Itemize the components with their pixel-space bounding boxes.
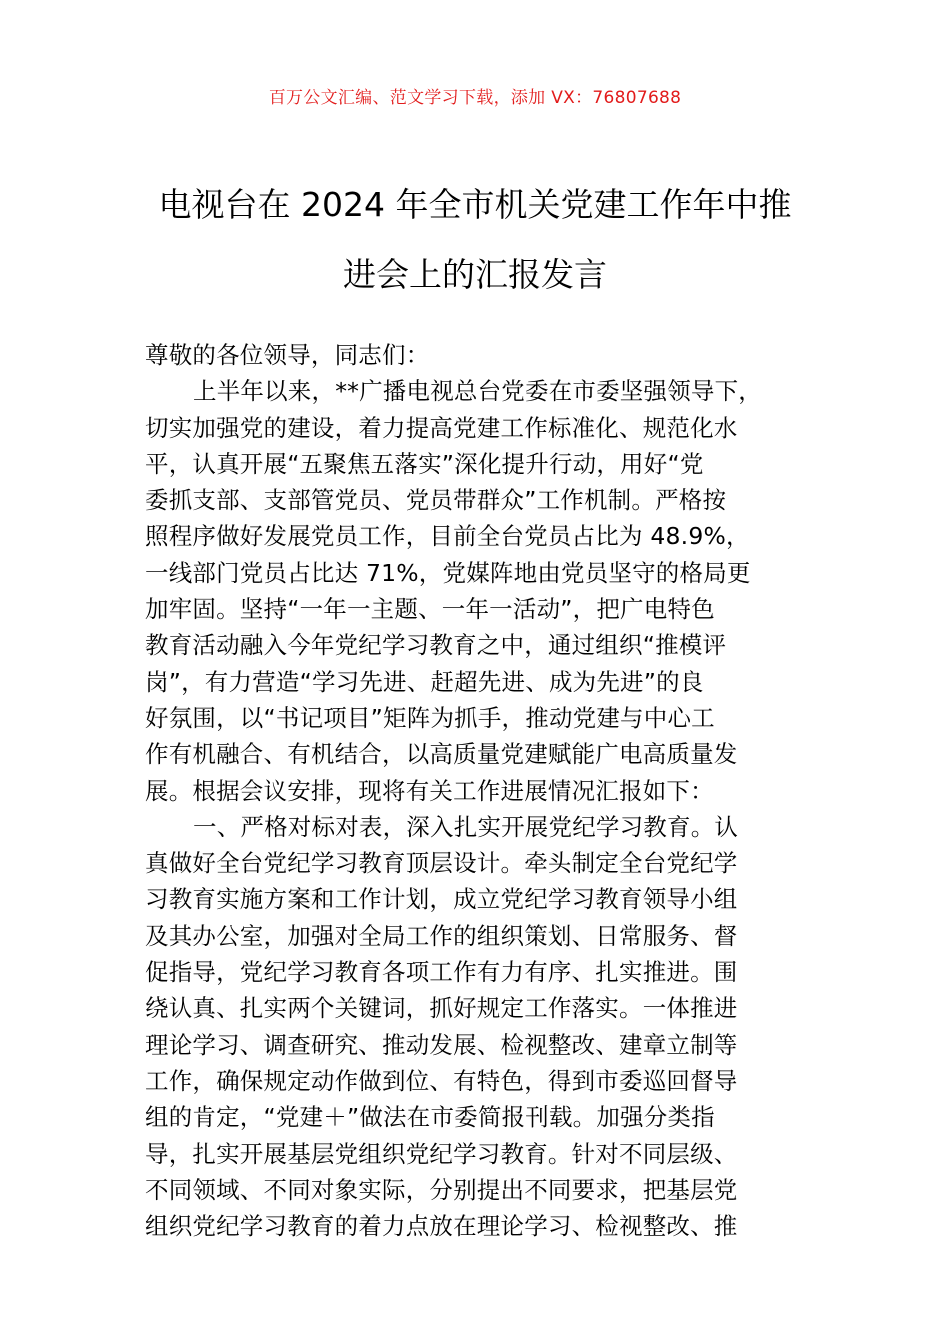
section-heading-line: 一、严格对标对表，深入扎实开展党纪学习教育。认	[193, 812, 739, 841]
paragraph-line: 上半年以来，**广播电视总台党委在市委坚强领导下，	[193, 377, 762, 406]
paragraph-line: 平，认真开展“五聚焦五落实”深化提升行动，用好“党	[145, 449, 704, 478]
salutation: 尊敬的各位领导，同志们：	[145, 341, 430, 369]
paragraph-line: 切实加强党的建设，着力提高党建工作标准化、规范化水	[145, 413, 738, 442]
title-line-1: 电视台在 2024 年全市机关党建工作年中推	[158, 185, 792, 224]
paragraph-line: 好氛围，以“书记项目”矩阵为抓手，推动党建与中心工	[145, 703, 715, 732]
paragraph-line: 岗”，有力营造“学习先进、赶超先进、成为先进”的良	[145, 667, 704, 696]
paragraph-line: 及其办公室，加强对全局工作的组织策划、日常服务、督	[145, 921, 738, 950]
paragraph-line: 习教育实施方案和工作计划，成立党纪学习教育领导小组	[145, 885, 738, 914]
paragraph-line: 导，扎实开展基层党组织党纪学习教育。针对不同层级、	[145, 1139, 738, 1168]
paragraph-line: 加牢固。坚持“一年一主题、一年一活动”，把广电特色	[145, 595, 715, 624]
paragraph-line: 组织党纪学习教育的着力点放在理论学习、检视整改、推	[145, 1212, 738, 1241]
paragraph-line: 绕认真、扎实两个关键词，抓好规定工作落实。一体推进	[145, 994, 738, 1023]
paragraph-line: 作有机融合、有机结合，以高质量党建赋能广电高质量发	[145, 740, 738, 769]
document-body	[145, 337, 810, 1244]
paragraph-line: 真做好全台党纪学习教育顶层设计。牵头制定全台党纪学	[145, 849, 738, 878]
title-line-2: 进会上的汇报发言	[343, 255, 607, 294]
paragraph-line: 不同领域、不同对象实际，分别提出不同要求，把基层党	[145, 1175, 738, 1204]
paragraph-line: 工作，确保规定动作做到位、有特色，得到市委巡回督导	[145, 1066, 738, 1095]
document-title	[100, 170, 850, 310]
paragraph-line: 展。根据会议安排，现将有关工作进展情况汇报如下：	[145, 776, 714, 805]
paragraph-line: 促指导，党纪学习教育各项工作有力有序、扎实推进。围	[145, 958, 738, 987]
paragraph-line: 委抓支部、支部管党员、党员带群众”工作机制。严格按	[145, 486, 727, 515]
paragraph-line: 照程序做好发展党员工作，目前全台党员占比为 48.9%，	[145, 522, 750, 551]
paragraph-line: 理论学习、调查研究、推动发展、检视整改、建章立制等	[145, 1030, 738, 1059]
paragraph-line: 一线部门党员占比达 71%，党媒阵地由党员坚守的格局更	[145, 558, 751, 587]
watermark-banner: 百万公文汇编、范文学习下载，添加 VX：76807688	[268, 88, 682, 108]
paragraph-line: 组的肯定，“党建＋”做法在市委简报刊载。加强分类指	[145, 1103, 715, 1132]
paragraph-line: 教育活动融入今年党纪学习教育之中，通过组织“推模评	[145, 631, 727, 660]
